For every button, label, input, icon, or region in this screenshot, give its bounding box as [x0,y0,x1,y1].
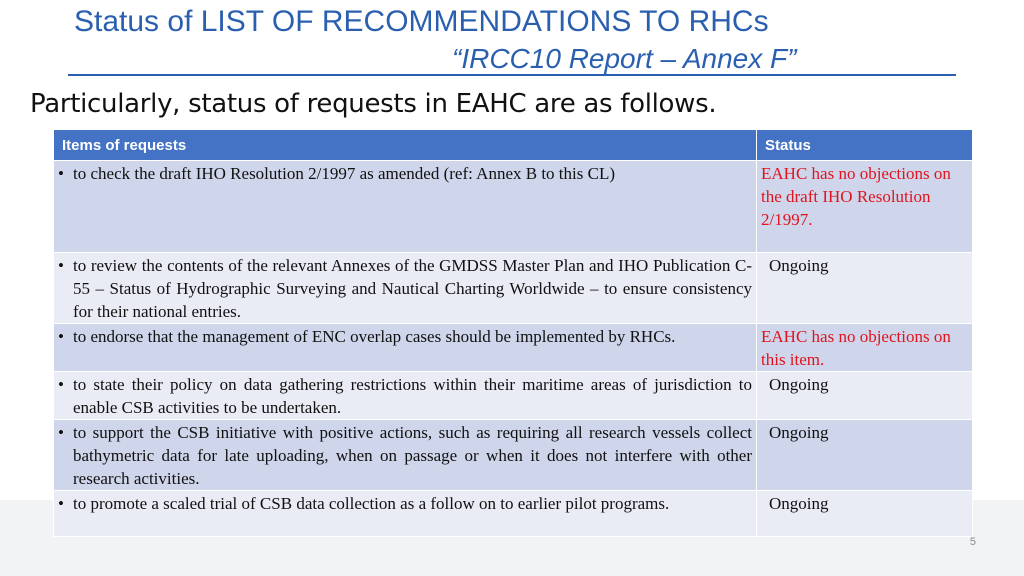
status-cell: EAHC has no objections on the draft IHO Resolution 2/1997. [757,161,973,253]
table-row [54,372,973,420]
slide-title: Status of LIST OF RECOMMENDATIONS TO RHCs [74,5,769,38]
status-cell: Ongoing [757,253,973,324]
request-text: to state their policy on data gathering restrictions within their maritime areas of jurisdiction to enable CSB activities to be undertaken. [73,375,752,417]
request-text: to promote a scaled trial of CSB data collection as a follow on to earlier pilot programs. [73,494,670,513]
request-text: to review the contents of the relevant Annexes of the GMDSS Master Plan and IHO Publication C-55 – Status of Hydrographic Surveying and Nautical Charting Worldwide – to ensure consistency for their national entries. [73,256,752,321]
table-row [54,161,973,253]
intro-text: Particularly, status of requests in EAHC are as follows. [30,89,717,119]
request-cell [54,161,757,253]
requests-status-table [53,129,973,537]
status-cell: Ongoing [757,372,973,420]
bullet: • [58,494,64,513]
status-cell: Ongoing [757,420,973,491]
status-cell: EAHC has no objections on this item. [757,324,973,372]
table-header-row [54,130,973,161]
table-row [54,253,973,324]
request-text: to support the CSB initiative with positive actions, such as requiring all research vessels collect bathymetric data for late uploading, when on passage or when it does not interfere with other research activities. [73,423,752,488]
bullet: • [58,164,64,183]
bullet: • [58,327,64,346]
title-underline [68,74,956,76]
table-row [54,491,973,537]
request-cell [54,420,757,491]
bullet: • [58,256,64,275]
request-text: to endorse that the management of ENC overlap cases should be implemented by RHCs. [73,327,676,346]
header-status: Status [757,130,973,161]
table-row [54,420,973,491]
request-text: to check the draft IHO Resolution 2/1997 as amended (ref: Annex B to this CL) [73,164,615,183]
request-cell [54,253,757,324]
table-row [54,324,973,372]
slide-subtitle: “IRCC10 Report – Annex F” [452,43,797,74]
bullet: • [58,423,64,442]
header-items-of-requests: Items of requests [54,130,757,161]
request-cell [54,324,757,372]
request-cell [54,491,757,537]
bullet: • [58,375,64,394]
page-number: 5 [969,536,976,548]
request-cell [54,372,757,420]
status-cell: Ongoing [757,491,973,537]
